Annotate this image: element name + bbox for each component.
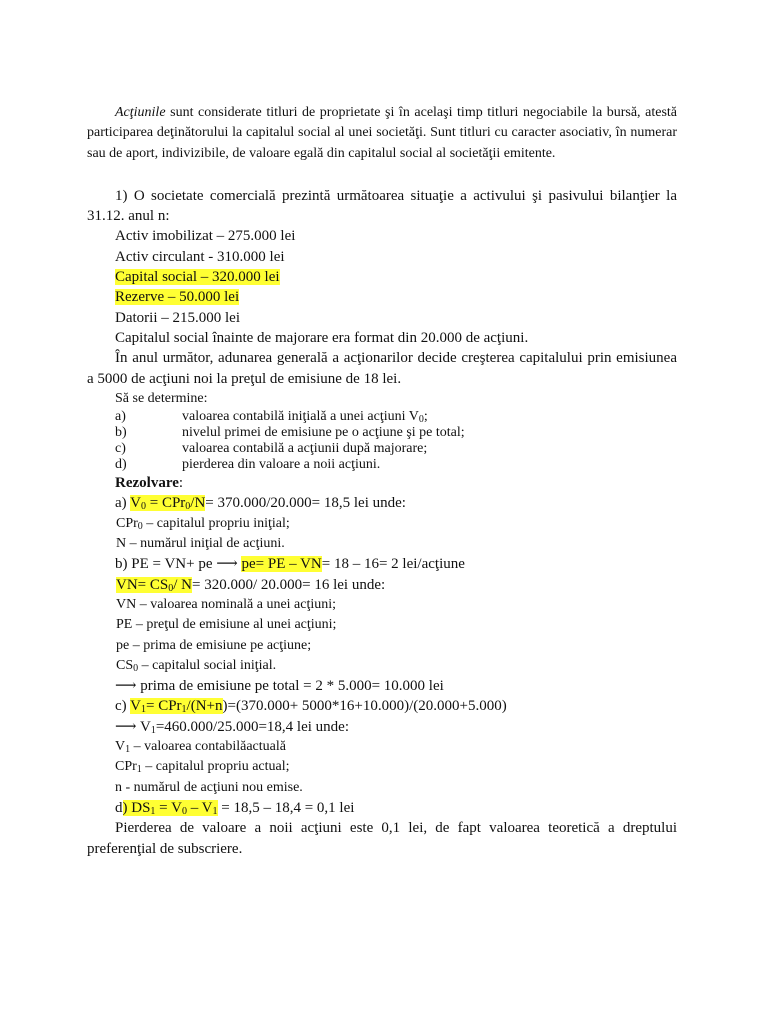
balance-item: Datorii – 215.000 lei	[115, 309, 240, 326]
solution-c-formula: c) $V_1= CPr_1/(N+n)=(370.000+ 5000*16+10.000)/(20.000+5.000)$	[115, 698, 507, 716]
definition-line: CPr$_1$ – capitalul propriu actual;	[115, 759, 290, 776]
question-b: b) nivelul primei de emisiune pe o acţiune şi pe total;	[115, 425, 465, 441]
solution-b-formula: b) PE = VN+ pe ⟶ pe= PE – VN= 18 – 16= 2 lei/acţiune	[115, 556, 465, 573]
balance-item-highlighted: Capital social – 320.000 lei	[115, 269, 280, 286]
balance-item-highlighted: Rezerve – 50.000 lei	[115, 289, 240, 306]
document-body	[87, 103, 677, 859]
solution-a-formula: a) $V_0 = CPr_0/N= 370.000/20.000= 18,5$ lei unde:	[115, 495, 406, 513]
definition-line: pe – prima de emisiune pe acţiune;	[116, 637, 312, 653]
definition-line: N – numărul iniţial de acţiuni.	[116, 536, 285, 552]
solution-b-nominal-value: $VN= CS_0/$ N= 320.000/ 20.000= 16 lei unde:	[116, 576, 386, 594]
question-c: c) valoarea contabilă a acţiunii după majorare;	[115, 441, 428, 457]
balance-item: Activ imobilizat – 275.000 lei	[115, 228, 296, 245]
balance-item: Activ circulant - 310.000 lei	[115, 248, 285, 265]
task-line: Să se determine:	[115, 390, 208, 406]
solution-d-formula: d) $DS_1 = V_0 - V_1 = 18,5 - 18,4 = 0,1$ lei	[115, 799, 355, 817]
intro-paragraph	[87, 103, 677, 164]
solution-b-total: ⟶ prima de emisiune pe total = 2 * 5.000= 10.000 lei	[115, 678, 444, 695]
conclusion-paragraph: Pierderea de valoare a noii acţiuni este 0,1 lei, de fapt valoarea teoretică a dreptului preferenţial de subscriere.	[87, 820, 677, 857]
definition-line: CPr$_0$ – capitalul propriu iniţial;	[116, 515, 290, 532]
definition-line: n - numărul de acţiuni nou emise.	[115, 779, 303, 795]
question-d: d) pierderea din valoare a noii acţiuni.	[115, 457, 381, 473]
intro-text: sunt considerate titluri de proprietate şi în acelaşi timp titluri negociabile la bursă, atestă participarea deţinătorului la capitalul social al unei societăţi. Sunt titluri cu caracter asociativ, în numerar sau de aport, indivizibile, de valoare egală din capitalul social al societăţii emitente.	[87, 105, 677, 161]
question-a: a) valoarea contabilă iniţială a unei acţiuni $V_0$;	[115, 409, 428, 426]
definition-line: VN – valoarea nominală a unei acţiuni;	[116, 596, 337, 612]
context-line: Capitalul social înainte de majorare era format din 20.000 de acţiuni.	[115, 329, 529, 346]
solution-c-result: ⟶ $V_1=460.000/25.000=18,4$ lei unde:	[115, 718, 349, 736]
solution-heading: Rezolvare:	[115, 475, 184, 492]
context-paragraph: În anul următor, adunarea generală a acţionarilor decide creşterea capitalului prin emisiunea a 5000 de acţiuni noi la preţul de emisiune de 18 lei.	[87, 350, 677, 387]
definition-line: PE – preţul de emisiune al unei acţiuni;	[116, 617, 337, 633]
problem-statement: 1) O societate comercială prezintă următoarea situaţie a activului şi pasivului bilanţier la 31.12. anul n:	[87, 187, 677, 225]
definition-line: $V_1$ – valoarea contabilăactuală	[115, 739, 286, 756]
intro-term: Acţiunile	[115, 105, 166, 120]
definition-line: $CS_0$ – capitalul social iniţial.	[116, 657, 277, 674]
